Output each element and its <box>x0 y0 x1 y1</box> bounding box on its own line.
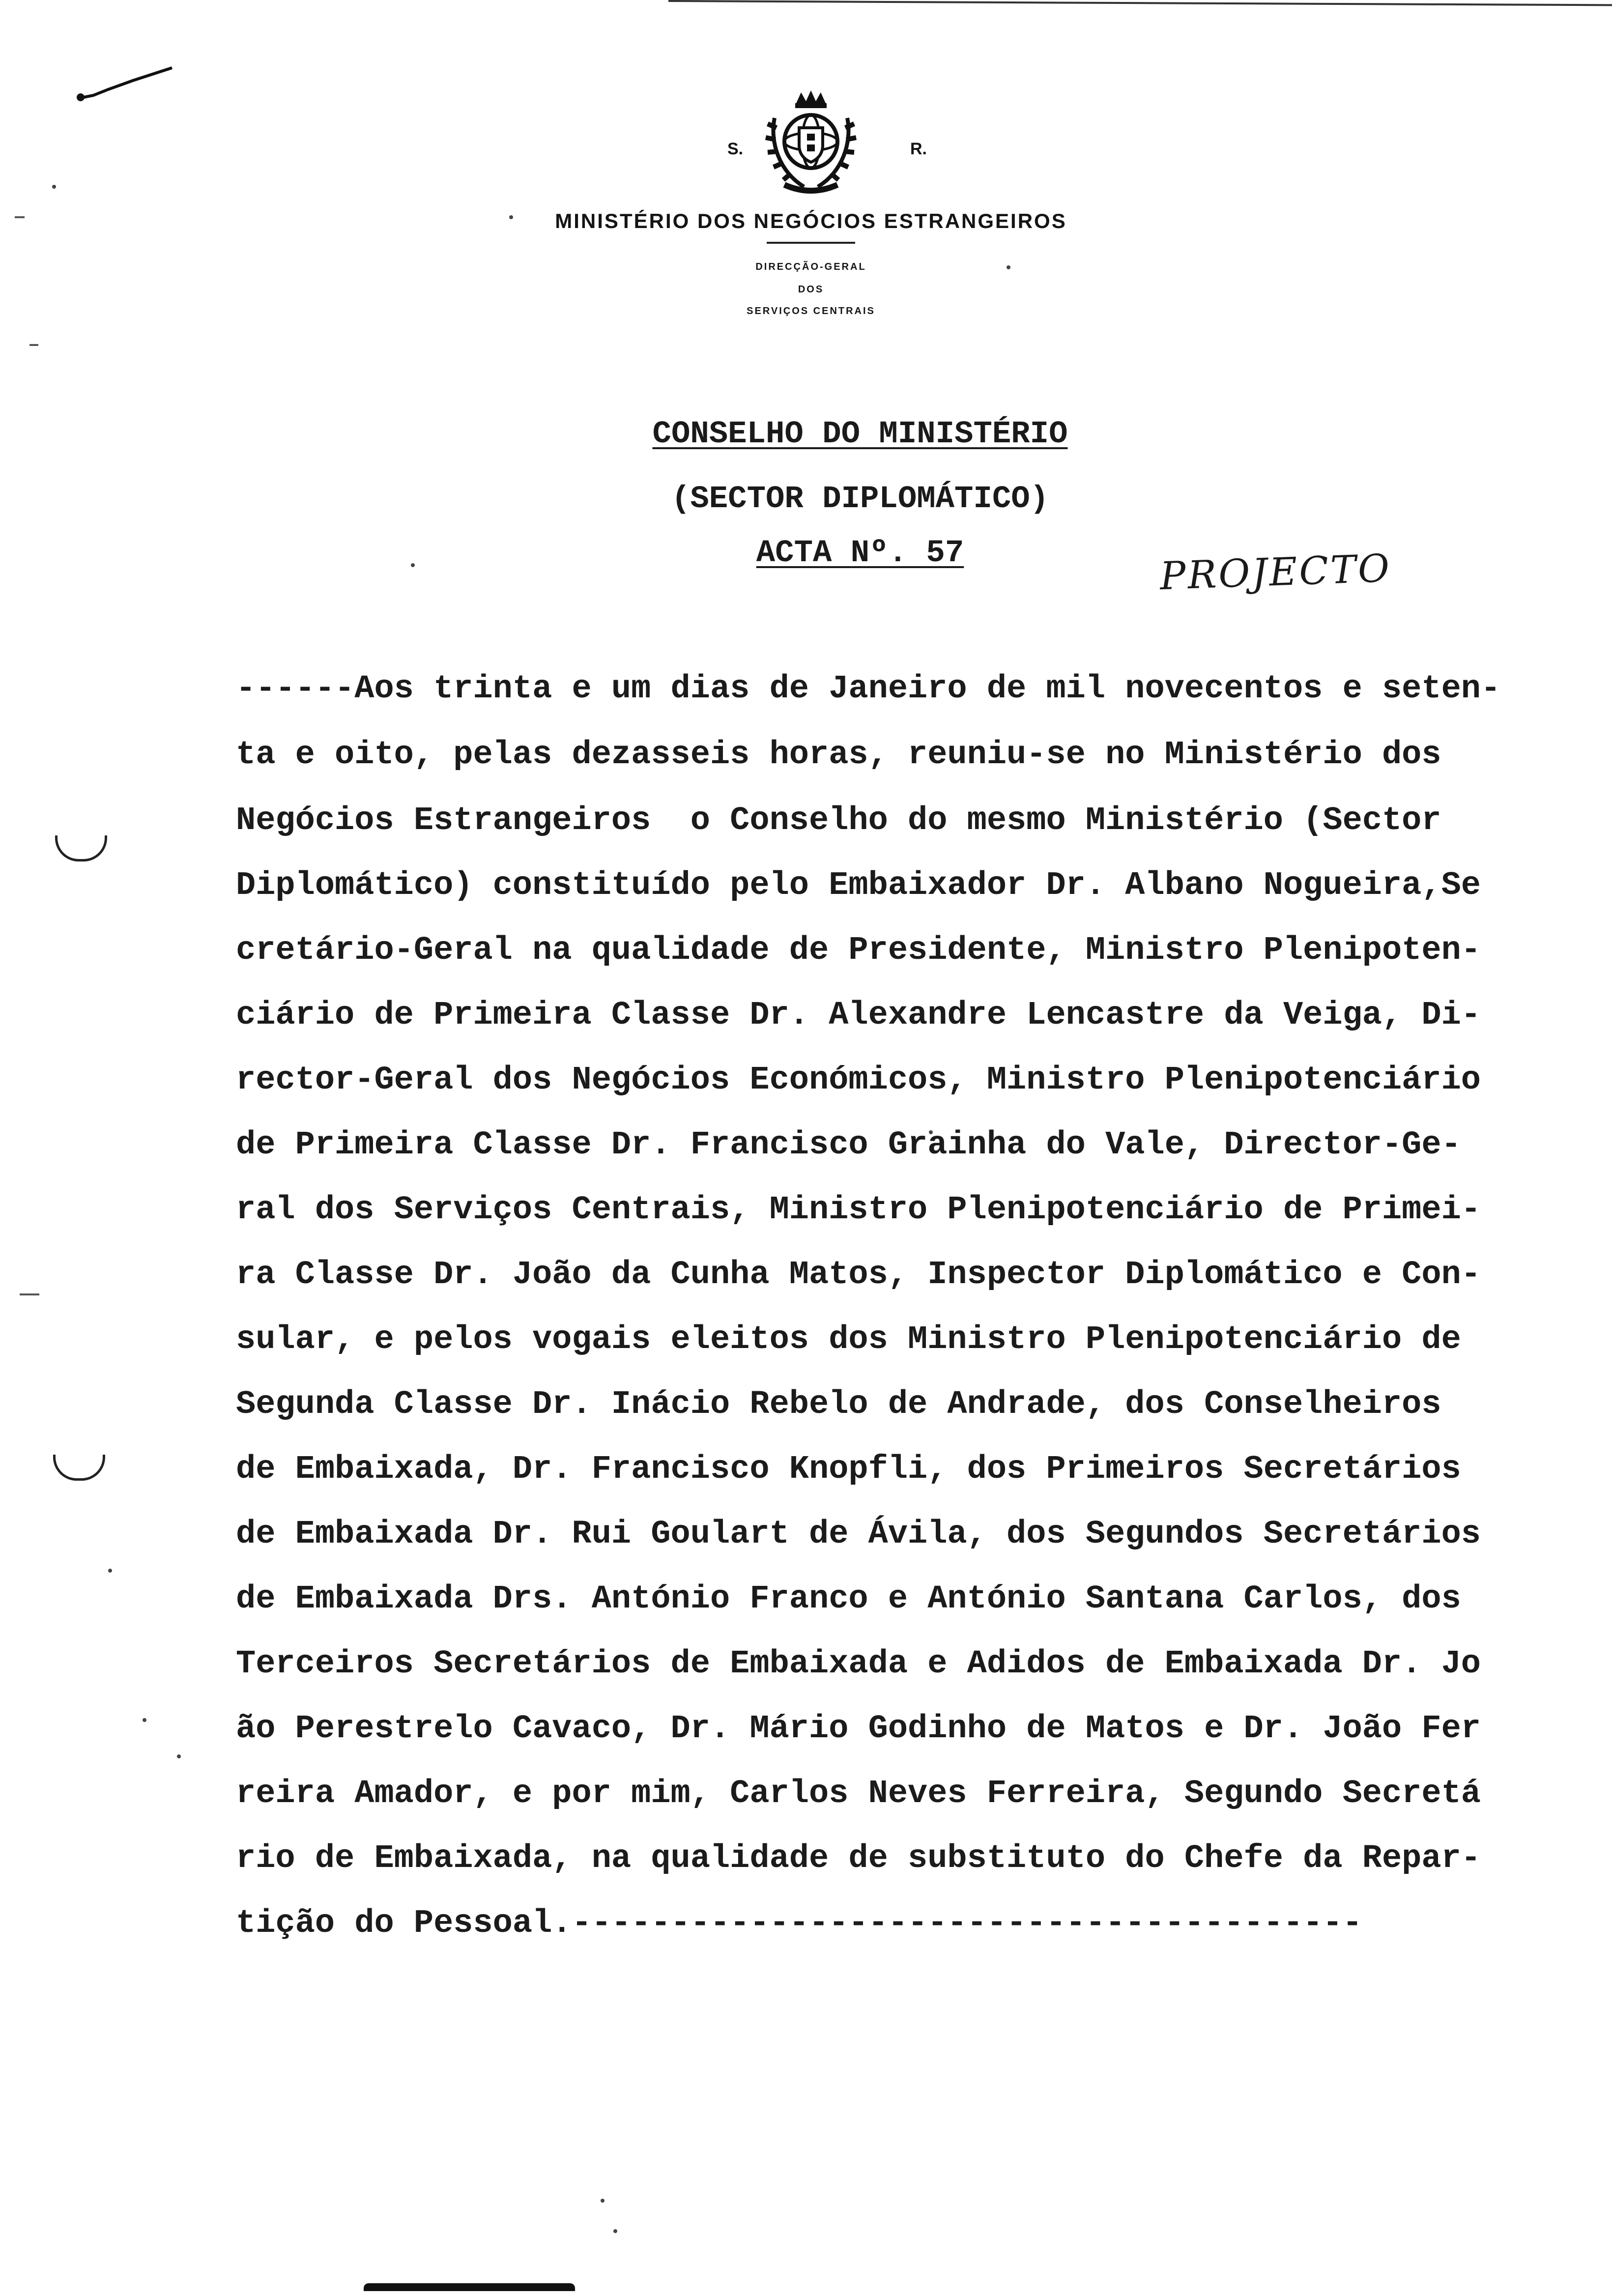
body-line: Terceiros Secretários de Embaixada e Adidos de Embaixada Dr. Jo <box>236 1645 1481 1683</box>
body-line: cretário-Geral na qualidade de Presidente, Ministro Plenipoten- <box>236 932 1481 969</box>
body-line: ------Aos trinta e um dias de Janeiro de mil novecentos e seten- <box>236 670 1501 708</box>
body-line: reira Amador, e por mim, Carlos Neves Ferreira, Segundo Secretá <box>236 1775 1481 1812</box>
letterhead-initial-left: S. <box>727 140 744 158</box>
coat-of-arms-emblem <box>765 88 857 197</box>
letterhead-initial-right: R. <box>910 140 927 158</box>
body-line: sular, e pelos vogais eleitos dos Ministro Plenipotenciário de <box>236 1321 1461 1358</box>
body-line: de Primeira Classe Dr. Francisco Grainha do Vale, Director-Ge- <box>236 1126 1461 1164</box>
body-line: ta e oito, pelas dezasseis horas, reuniu-se no Ministério dos <box>236 736 1441 774</box>
body-line: Negócios Estrangeiros o Conselho do mesmo Ministério (Sector <box>236 802 1441 839</box>
council-title <box>442 417 1278 452</box>
speck <box>177 1754 181 1758</box>
body-line: ciário de Primeira Classe Dr. Alexandre Lencastre da Veiga, Di- <box>236 997 1481 1034</box>
body-line: rector-Geral dos Negócios Económicos, Ministro Plenipotenciário <box>236 1062 1481 1099</box>
speck <box>601 2199 604 2203</box>
body-line: de Embaixada Drs. António Franco e António Santana Carlos, dos <box>236 1580 1461 1618</box>
body-line: Segunda Classe Dr. Inácio Rebelo de Andrade, dos Conselheiros <box>236 1386 1441 1423</box>
department-line: DOS <box>798 284 824 295</box>
letterhead-divider <box>767 242 855 244</box>
department-line: DIRECÇÃO-GERAL <box>755 261 866 272</box>
speck <box>108 1569 112 1573</box>
body-line: ral dos Serviços Centrais, Ministro Plenipotenciário de Primei- <box>236 1191 1481 1229</box>
handwritten-annotation: PROJECTO <box>1159 546 1392 599</box>
body-line: ão Perestrelo Cavaco, Dr. Mário Godinho de Matos e Dr. João Fer <box>236 1710 1481 1748</box>
body-line: Diplomático) constituído pelo Embaixador Dr. Albano Nogueira,Se <box>236 867 1481 904</box>
scan-edge-mark <box>364 2283 575 2291</box>
body-line: ra Classe Dr. João da Cunha Matos, Inspector Diplomático e Con- <box>236 1256 1481 1293</box>
pen-stroke-mark <box>74 64 182 108</box>
speck <box>52 185 56 189</box>
margin-tick <box>15 216 25 218</box>
scan-edge-line <box>668 0 1612 6</box>
body-line: de Embaixada, Dr. Francisco Knopfli, dos Primeiros Secretários <box>236 1451 1461 1488</box>
acta-number <box>442 536 1278 571</box>
margin-tick <box>29 344 38 346</box>
acta-number-text: ACTA Nº. 57 <box>756 536 964 571</box>
letterhead <box>442 88 1180 344</box>
punch-hole-arc <box>55 835 107 861</box>
sector-title: (SECTOR DIPLOMÁTICO) <box>671 482 1049 517</box>
margin-tick <box>20 1293 39 1295</box>
department-line: SERVIÇOS CENTRAIS <box>747 306 875 316</box>
punch-hole-arc <box>53 1455 105 1481</box>
speck <box>411 563 415 567</box>
speck <box>613 2229 617 2233</box>
speck <box>143 1718 146 1722</box>
council-title-text: CONSELHO DO MINISTÉRIO <box>652 417 1068 452</box>
ministry-name: MINISTÉRIO DOS NEGÓCIOS ESTRANGEIROS <box>555 209 1067 232</box>
body-line: de Embaixada Dr. Rui Goulart de Ávila, dos Segundos Secretários <box>236 1516 1481 1553</box>
body-line: rio de Embaixada, na qualidade de substituto do Chefe da Repar- <box>236 1840 1481 1877</box>
body-line: tição do Pessoal.---------------------------------------- <box>236 1905 1362 1942</box>
